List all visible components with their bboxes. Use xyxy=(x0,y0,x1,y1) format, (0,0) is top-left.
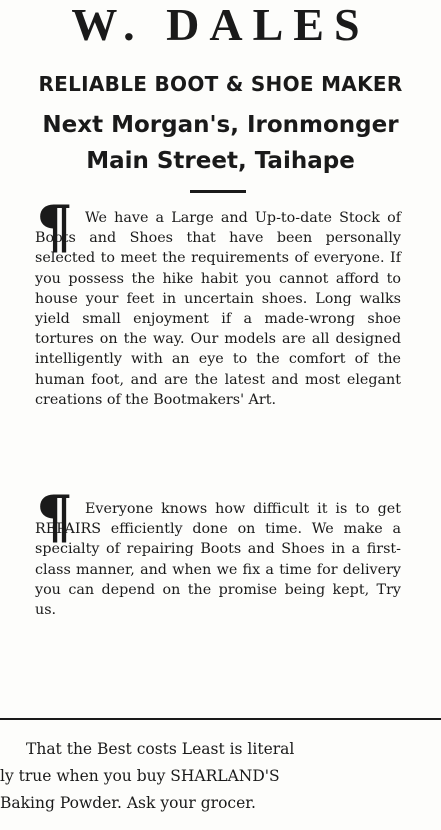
notice-line-1: That the Best costs Least is literal xyxy=(26,740,295,758)
advert-subtitle: RELIABLE BOOT & SHOE MAKER xyxy=(38,72,403,96)
advert-location: Next Morgan's, Ironmonger xyxy=(42,112,399,138)
paragraph-2-text: Everyone knows how difficult it is to get REPAIRS efficiently done on time. We make a specialty of repairing Boots and Shoes in a first-class manner, and when we fix a time for delivery you can depend on the promise being kept, Try us. xyxy=(35,501,401,619)
short-divider xyxy=(190,190,246,193)
pilcrow-icon: ¶ xyxy=(36,483,73,551)
pilcrow-icon: ¶ xyxy=(36,193,73,261)
advert-paragraph-2 xyxy=(35,499,401,620)
section-divider xyxy=(0,718,441,720)
notice-line-2: ly true when you buy SHARLAND'S xyxy=(0,767,280,785)
advert-title: W. DALES xyxy=(71,0,370,50)
notice-line-3: Baking Powder. Ask your grocer. xyxy=(0,794,256,812)
sharland-notice xyxy=(0,736,441,817)
advert-paragraph-1 xyxy=(35,208,401,410)
advert-street: Main Street, Taihape xyxy=(86,148,355,174)
paragraph-1-text: We have a Large and Up-to-date Stock of Boots and Shoes that have been personally selected to meet the requirements of everyone. If you possess the hike habit you cannot afford to house your feet in uncertain shoes. Long walks yield small enjoyment if a made-wrong shoe tortures on the way. Our models are all designed intelligently with an eye to the comfort of the human foot, and are the latest and most elegant creations of the Bootmakers' Art. xyxy=(35,210,401,408)
